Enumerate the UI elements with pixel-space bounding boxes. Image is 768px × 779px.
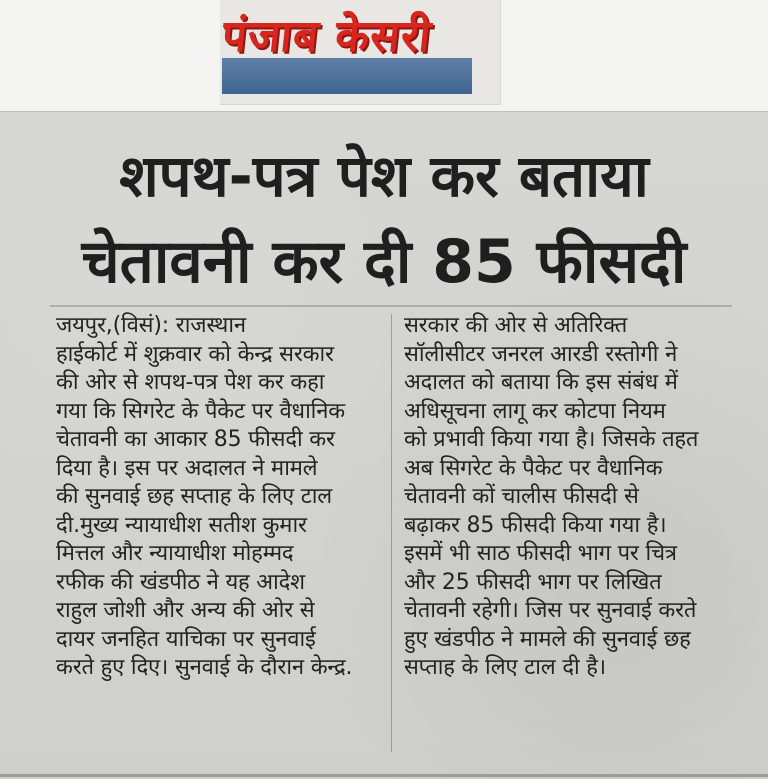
newspaper-logo: पंजाब केसरी [219,11,435,62]
article-line: हुए खंडपीठ ने मामले की सुनवाई छह [404,626,691,652]
article-line: अदालत को बताया कि इस संबंध में [404,370,678,395]
article-line: मित्तल और न्यायाधीश मोहम्मद [56,541,294,566]
headline-line-2: चेतावनी कर दी 85 फीसदी [81,227,687,297]
article-line: इसमें भी साठ फीसदी भाग पर चित्र [404,541,677,566]
article-line: जयपुर,(विसं): राजस्थान [56,313,246,338]
article-line: हाईकोर्ट में शुक्रवार को केन्द्र सरकार [56,341,334,367]
article-line: चेतावनी कों चालीस फीसदी से [404,484,639,509]
article-line: की सुनवाई छह सप्ताह के लिए टाल [56,484,333,509]
article-line: अधिसूचना लागू कर कोटपा नियम [404,398,666,424]
article-line: दायर जनहित याचिका पर सुनवाई [56,626,316,652]
newspaper-masthead [220,0,501,105]
article-line: दी.मुख्य न्यायाधीश सतीश कुमार [56,512,307,538]
article-line: दिया है। इस पर अदालत ने मामले [56,455,318,481]
article-column-right [404,312,750,683]
article-line: सॉलीसीटर जनरल आरडी रस्तोगी ने [404,341,678,367]
bottom-border [0,774,768,777]
headline-line-1: शपथ-पत्र पेश कर बताया [119,142,649,210]
article-line: रफीक की खंडपीठ ने यह आदेश [56,569,305,595]
article-line: सरकार की ओर से अतिरिक्त [404,313,628,338]
article-column-left [56,312,376,683]
article-line: राहुल जोशी और अन्य की ओर से [56,598,315,623]
article-line: चेतावनी का आकार 85 फीसदी कर [56,427,335,452]
article-line: सप्ताह के लिए टाल दी है। [404,655,606,680]
article-line: को प्रभावी किया गया है। जिसके तहत [404,427,699,452]
article-line: चेतावनी रहेगी। जिस पर सुनवाई करते [404,598,697,623]
column-divider [391,314,392,752]
article-line: बढ़ाकर 85 फीसदी किया गया है। [404,512,667,538]
article-line: की ओर से शपथ-पत्र पेश कर कहा [56,370,325,395]
headline-divider [50,305,732,307]
article-line: और 25 फीसदी भाग पर लिखित [404,569,662,595]
article-clipping [0,111,768,779]
article-line: करते हुए दिए। सुनवाई के दौरान केन्द्र. [56,655,353,680]
article-line: अब सिगरेट के पैकेट पर वैधानिक [404,455,663,481]
article-line: गया कि सिगरेट के पैकेट पर वैधानिक [56,398,345,424]
